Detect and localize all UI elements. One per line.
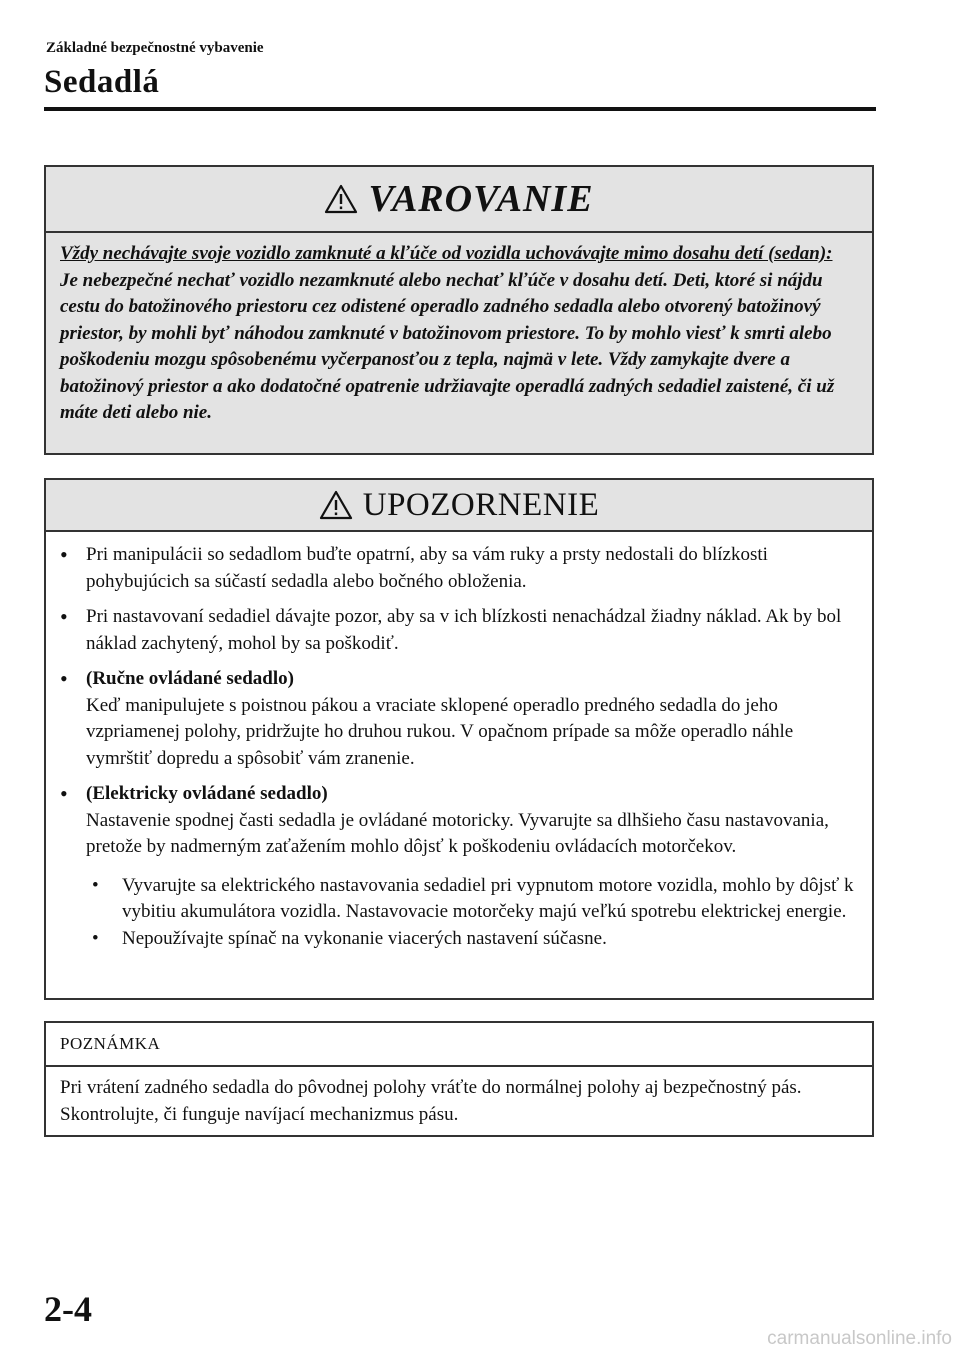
warning-box bbox=[44, 165, 874, 455]
caution-item bbox=[58, 604, 860, 657]
bullet-icon: • bbox=[60, 542, 68, 567]
bullet-icon: • bbox=[92, 927, 99, 949]
caution-item bbox=[58, 666, 860, 772]
caution-item bbox=[58, 542, 860, 595]
caution-item-text: Keď manipulujete s poistnou pákou a vraciate sklopené operadlo predného sedadla do jeho vzpriamenej polohy, pridržujte ho druhou rukou. V opačnom prípade sa môže operadlo náhle vymrštiť dopredu a spôsobiť vám zranenie. bbox=[86, 694, 794, 769]
caution-box bbox=[44, 478, 874, 1000]
bullet-icon: • bbox=[92, 874, 99, 896]
caution-item-heading: (Ručne ovládané sedadlo) bbox=[86, 668, 294, 689]
warning-triangle-icon bbox=[319, 490, 353, 520]
caution-subitem bbox=[86, 926, 860, 953]
note-text: Pri vrátení zadného sedadla do pôvodnej polohy vráťte do normálnej polohy aj bezpečnostný pás. Skontrolujte, či funguje navíjací mechanizmus pásu. bbox=[60, 1077, 802, 1125]
caution-item bbox=[58, 781, 860, 952]
caution-item-heading: (Elektricky ovládané sedadlo) bbox=[86, 783, 328, 804]
caution-subitem-text: Vyvarujte sa elektrického nastavovania sedadiel pri vypnutom motore vozidla, mohlo by dôjsť k vybitiu akumulátora vozidla. Nastavovacie motorčeky majú veľkú spotrebu elektrickej energie. bbox=[122, 874, 854, 922]
watermark: carmanualsonline.info bbox=[767, 1328, 952, 1349]
warning-text: Je nebezpečné nechať vozidlo nezamknuté alebo nechať kľúče v dosahu detí. Deti, ktoré si nájdu cestu do batožinového priestoru cez odistené operadlo zadného sedadla alebo otvorený batožinový priestor, by mohli byť náhodou zamknuté v batožinovom priestore. To by mohlo viesť k smrti alebo poškodeniu mozgu spôsobenému vyčerpanosťou z tepla, najmä v lete. Vždy zamykajte dvere a batožinový priestor a ako dodatočné opatrenie udržiavajte operadlá zadných sedadiel zaistené, či už máte deti alebo nie. bbox=[60, 269, 835, 423]
warning-triangle-icon bbox=[324, 184, 358, 214]
caution-item-text: Nastavenie spodnej časti sedadla je ovládané motoricky. Vyvarujte sa dlhšieho času nastavovania, pretože by nadmerným zaťažením mohlo dôjsť k poškodeniu ovládacích motorčekov. bbox=[86, 809, 829, 857]
header-divider bbox=[44, 107, 876, 111]
note-title: POZNÁMKA bbox=[46, 1023, 872, 1067]
caution-subitem-text: Nepoužívajte spínač na vykonanie viacerých nastavení súčasne. bbox=[122, 927, 607, 949]
bullet-icon: • bbox=[60, 781, 68, 806]
warning-header bbox=[46, 167, 872, 233]
warning-title: VAROVANIE bbox=[368, 178, 594, 220]
bullet-icon: • bbox=[60, 604, 68, 629]
page-number: 2-4 bbox=[44, 1289, 92, 1329]
warning-subheading: Vždy nechávajte svoje vozidlo zamknuté a kľúče od vozidla uchovávajte mimo dosahu detí (sedan): bbox=[60, 243, 833, 264]
caution-subitem bbox=[86, 873, 860, 926]
page-title: Sedadlá bbox=[44, 64, 160, 100]
caution-header bbox=[46, 480, 872, 532]
note-box bbox=[44, 1021, 874, 1137]
caution-title: UPOZORNENIE bbox=[362, 486, 600, 523]
bullet-icon: • bbox=[60, 666, 68, 691]
caution-item-text: Pri manipulácii so sedadlom buďte opatrní, aby sa vám ruky a prsty nedostali do blízkosti pohybujúcich sa súčastí sedadla alebo bočného obloženia. bbox=[86, 544, 768, 592]
caution-item-text: Pri nastavovaní sedadiel dávajte pozor, aby sa v ich blízkosti nenachádzal žiadny náklad. Ak by bol náklad zachytený, mohol by sa poškodiť. bbox=[86, 606, 842, 654]
section-header: Základné bezpečnostné vybavenie bbox=[46, 40, 264, 56]
